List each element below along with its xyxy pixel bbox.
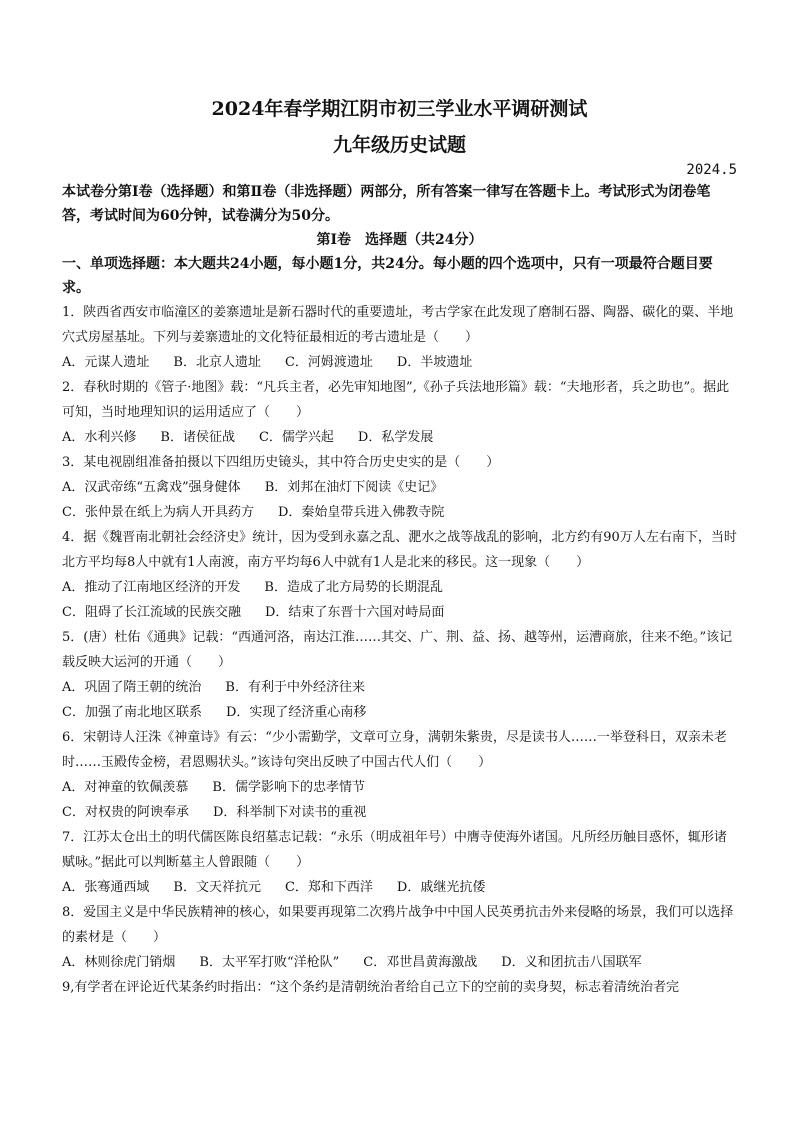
answer-option: B．有利于中外经济往来 bbox=[225, 680, 365, 695]
answer-option: C．邓世昌黄海激战 bbox=[363, 955, 478, 970]
answer-option: D．私学发展 bbox=[357, 430, 434, 445]
question-stem: 2．春秋时期的《管子·地图》载：“凡兵主者，必先审知地图”,《孙子兵法地形篇》载：“夫地形者，兵之助也”。据此可知，当时地理知识的运用适应了（ ） bbox=[62, 380, 730, 420]
question-item bbox=[62, 725, 737, 825]
question-stem: 4．据《魏晋南北朝社会经济史》统计，因为受到永嘉之乱、淝水之战等战乱的影响，北方约有90万人左右南下，当时北方平均每8人中就有1人南渡，南方平均每6人中就有1人是北来的移民。这一现象（ ） bbox=[62, 530, 737, 570]
answer-option: C．对权贵的阿谀奉承 bbox=[62, 805, 189, 820]
answer-option: D．秦始皇带兵进入佛教寺院 bbox=[277, 505, 445, 520]
option-line bbox=[62, 950, 737, 975]
question-item bbox=[62, 825, 737, 900]
question-item bbox=[62, 300, 737, 375]
option-line bbox=[62, 875, 737, 900]
option-line bbox=[62, 775, 737, 800]
question-item bbox=[62, 375, 737, 450]
answer-option: C．郑和下西洋 bbox=[284, 880, 373, 895]
part1-title: 第Ⅰ卷 选择题（共24分） bbox=[316, 232, 483, 248]
exam-page bbox=[62, 96, 737, 1000]
answer-option: B．刘邦在油灯下阅读《史记》 bbox=[264, 480, 444, 495]
answer-option: D．实现了经济重心南移 bbox=[225, 705, 367, 720]
question-stem: 1．陕西省西安市临潼区的姜寨遗址是新石器时代的重要遗址，考古学家在此发现了磨制石器、陶器、碳化的粟、半地穴式房屋基址。下列与姜寨遗址的文化特征最相近的考古遗址是（ ） bbox=[62, 305, 734, 345]
question-item bbox=[62, 525, 737, 625]
question-stem: 6．宋朝诗人汪洙《神童诗》有云：“少小需勤学，文章可立身，满朝朱紫贵，尽是读书人……一举登科日，双亲未老时……玉殿传金榜，君恩赐状头。”该诗句突出反映了中国古代人们（ ） bbox=[62, 730, 727, 770]
exam-instructions: 本试卷分第Ⅰ卷（选择题）和第Ⅱ卷（非选择题）两部分，所有答案一律写在答题卡上。考试形式为闭卷笔答，考试时间为60分钟，试卷满分为50分。 bbox=[62, 184, 711, 224]
exam-date: 2024.5 bbox=[686, 162, 737, 178]
question-item bbox=[62, 900, 737, 975]
option-line bbox=[62, 600, 737, 625]
answer-option: B．造成了北方局势的长期混乱 bbox=[264, 580, 443, 595]
answer-option: C．儒学兴起 bbox=[258, 430, 334, 445]
section1-heading: 一、单项选择题：本大题共24小题，每小题1分，共24分。每小题的四个选项中，只有一项最符合题目要求。 bbox=[62, 256, 713, 296]
question-list bbox=[62, 300, 737, 1000]
option-line bbox=[62, 800, 737, 825]
question-item bbox=[62, 975, 737, 1000]
answer-option: D．义和团抗击八国联军 bbox=[501, 955, 642, 970]
answer-option: A．张骞通西域 bbox=[62, 880, 150, 895]
option-line bbox=[62, 350, 737, 375]
answer-option: B．文天祥抗元 bbox=[173, 880, 261, 895]
answer-option: A．推动了江南地区经济的开发 bbox=[62, 580, 241, 595]
answer-option: B．诸侯征战 bbox=[160, 430, 235, 445]
exam-subtitle: 九年级历史试题 bbox=[332, 134, 466, 156]
answer-option: C．阻碍了长江流域的民族交融 bbox=[62, 605, 241, 620]
question-stem: 5．(唐）杜佑《通典》记载：“西通河洛，南达江淮……其交、广、荆、益、扬、越等州，运漕商旅，往来不绝。”该记载反映大运河的开通（ ） bbox=[62, 630, 733, 670]
answer-option: D．戚继光抗倭 bbox=[396, 880, 486, 895]
answer-option: D．结束了东晋十六国对峙局面 bbox=[264, 605, 445, 620]
answer-option: A．林则徐虎门销烟 bbox=[62, 955, 176, 970]
answer-option: A．汉武帝练“五禽戏”强身健体 bbox=[62, 480, 241, 495]
answer-option: A．元谋人遗址 bbox=[62, 355, 150, 370]
answer-option: C．张仲景在纸上为病人开具药方 bbox=[62, 505, 254, 520]
question-item bbox=[62, 450, 737, 525]
question-stem: 7．江苏太仓出土的明代儒医陈良绍墓志记载：“永乐（明成祖年号）中膺寺使海外诸国。凡所经历触目惑怀，辄形诸赋咏。”据此可以判断墓主人曾跟随（ ） bbox=[62, 830, 727, 870]
answer-option: C．加强了南北地区联系 bbox=[62, 705, 202, 720]
question-stem: 9,有学者在评论近代某条约时指出：“这个条约是清朝统治者给自己立下的空前的卖身契，标志着清统治者完 bbox=[62, 980, 680, 995]
answer-option: C．河姆渡遗址 bbox=[284, 355, 373, 370]
option-line bbox=[62, 675, 737, 700]
question-stem: 8．爱国主义是中华民族精神的核心，如果要再现第二次鸦片战争中中国人民英勇抗击外来侵略的场景，我们可以选择的素材是（ ） bbox=[62, 905, 734, 945]
answer-option: B．儒学影响下的忠孝情节 bbox=[212, 780, 365, 795]
answer-option: D．科举制下对读书的重视 bbox=[212, 805, 367, 820]
option-line bbox=[62, 425, 737, 450]
answer-option: A．对神童的钦佩羡慕 bbox=[62, 780, 189, 795]
option-line bbox=[62, 700, 737, 725]
answer-option: B．太平军打败“洋枪队” bbox=[199, 955, 340, 970]
option-line bbox=[62, 500, 737, 525]
answer-option: B．北京人遗址 bbox=[173, 355, 261, 370]
answer-option: A．巩固了隋王朝的统治 bbox=[62, 680, 202, 695]
answer-option: D．半坡遗址 bbox=[396, 355, 473, 370]
answer-option: A．水利兴修 bbox=[62, 430, 137, 445]
exam-title: 2024年春学期江阴市初三学业水平调研测试 bbox=[211, 98, 588, 120]
question-stem: 3．某电视剧组准备拍摄以下四组历史镜头，其中符合历史史实的是（ ） bbox=[62, 455, 500, 470]
question-item bbox=[62, 625, 737, 725]
option-line bbox=[62, 475, 737, 500]
option-line bbox=[62, 575, 737, 600]
